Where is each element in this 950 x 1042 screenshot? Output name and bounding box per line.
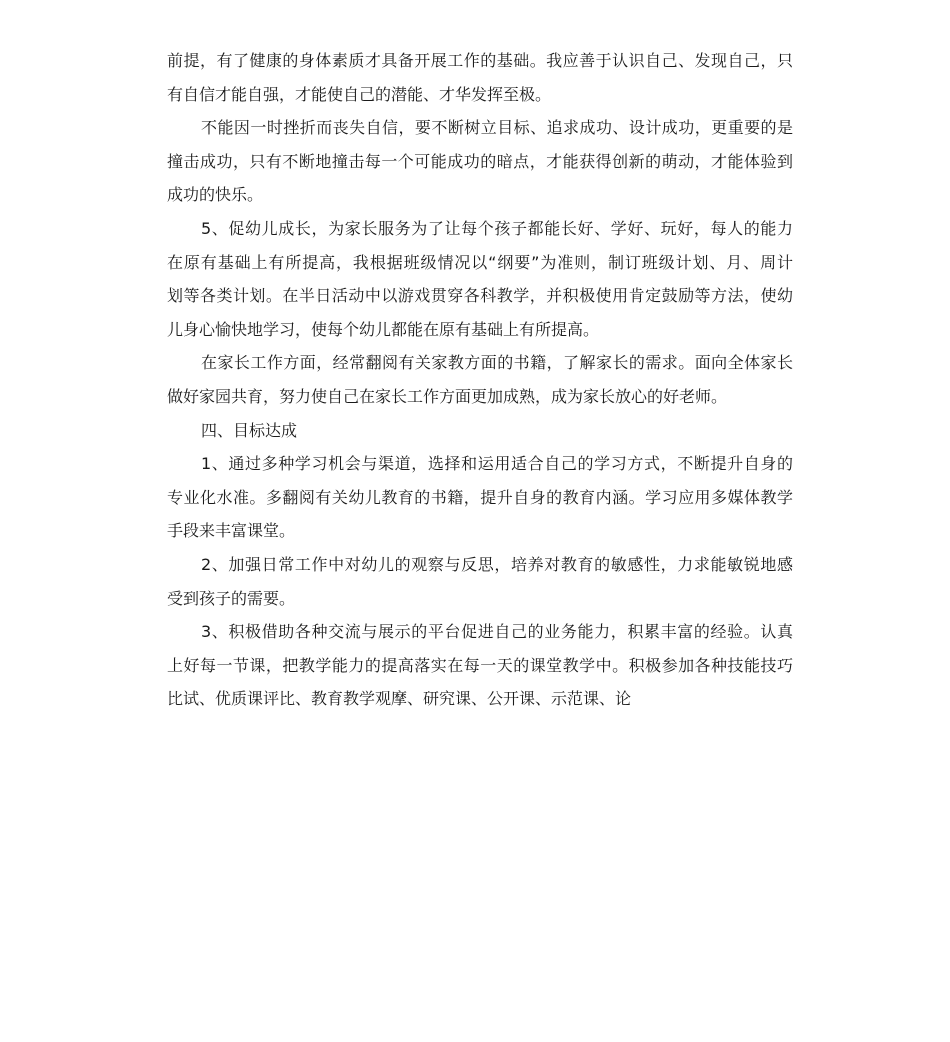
text-line: 做好家园共育，努力使自己在家长工作方面更加成熟，成为家长放心的好老师。: [167, 386, 728, 406]
text-line: 5、促幼儿成长，为家长服务为了让每个孩子都能长好、学好、玩好，每人的能力: [201, 218, 793, 238]
text-line: 上好每一节课，把教学能力的提高落实在每一天的课堂教学中。积极参加各种技能技巧: [167, 655, 793, 675]
paragraph-goal-2: [167, 548, 793, 615]
text-line: 在原有基础上有所提高，我根据班级情况以“纲要”为准则，制订班级计划、月、周计: [167, 252, 793, 272]
text-line: 比试、优质课评比、教育教学观摩、研究课、公开课、示范课、论: [167, 689, 632, 709]
text-line: 2、加强日常工作中对幼儿的观察与反思，培养对教育的敏感性，力求能敏锐地感: [201, 554, 793, 574]
text-line: 不能因一时挫折而丧失自信，要不断树立目标、追求成功、设计成功，更重要的是: [201, 118, 793, 138]
paragraph-goal-1: [167, 447, 793, 548]
paragraph-goal-3: [167, 615, 793, 716]
paragraph-confidence: [167, 111, 793, 212]
text-line: 受到孩子的需要。: [167, 588, 296, 608]
paragraph-child-growth: [167, 212, 793, 346]
text-line: 专业化水准。多翻阅有关幼儿教育的书籍，提升自身的教育内涵。学习应用多媒体教学: [167, 487, 793, 507]
paragraph-intro-continuation: [167, 44, 793, 111]
text-line: 成功的快乐。: [167, 185, 264, 205]
section-heading-goals: [167, 414, 793, 448]
paragraph-parent-work: [167, 346, 793, 413]
text-line: 前提，有了健康的身体素质才具备开展工作的基础。我应善于认识自己、发现自己，只: [167, 51, 793, 70]
text-line: 儿身心愉快地学习，使每个幼儿都能在原有基础上有所提高。: [167, 319, 600, 339]
text-line: 1、通过多种学习机会与渠道，选择和运用适合自己的学习方式，不断提升自身的: [201, 454, 793, 474]
text-line: 手段来丰富课堂。: [167, 521, 296, 541]
document-body: [167, 44, 793, 716]
text-line: 3、积极借助各种交流与展示的平台促进自己的业务能力，积累丰富的经验。认真: [201, 622, 793, 642]
section-heading: 四、目标达成: [201, 420, 298, 440]
text-line: 划等各类计划。在半日活动中以游戏贯穿各科教学，并积极使用肯定鼓励等方法，使幼: [167, 286, 793, 306]
text-line: 在家长工作方面，经常翻阅有关家教方面的书籍，了解家长的需求。面向全体家长: [201, 353, 793, 373]
text-line: 有自信才能自强，才能使自己的潜能、才华发挥至极。: [167, 84, 552, 104]
text-line: 撞击成功，只有不断地撞击每一个可能成功的暗点，才能获得创新的萌动，才能体验到: [167, 151, 793, 171]
